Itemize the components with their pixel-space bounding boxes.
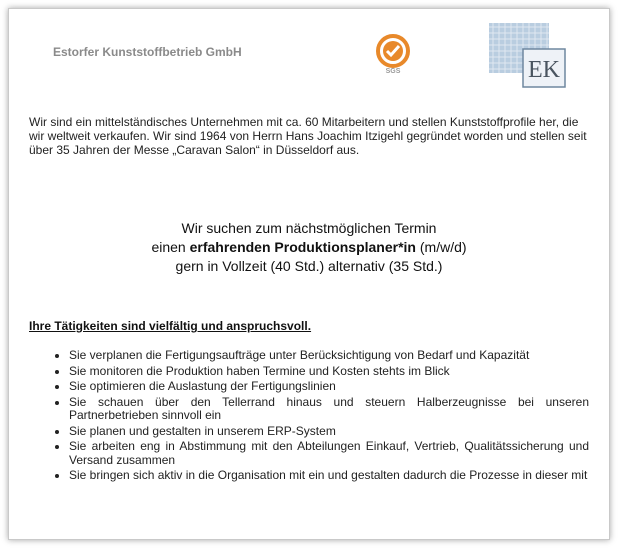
ek-logo-text: EK xyxy=(528,57,560,83)
tasks-heading: Ihre Tätigkeiten sind vielfältig und anspruchsvoll. xyxy=(29,319,312,333)
task-item: • Sie schauen über den Tellerrand hinaus und steuern Halberzeugnisse bei unseren Partnerbetrieben sinnvoll ein xyxy=(69,396,589,423)
search-line-3: gern in Vollzeit (40 Std.) alternativ (35 Std.) xyxy=(175,258,443,274)
task-item: • Sie arbeiten eng in Abstimmung mit den Abteilungen Einkauf, Vertrieb, Qualitätssicherung und Versand zusammen xyxy=(69,440,589,467)
task-item: • Sie bringen sich aktiv in die Organisation mit ein und gestalten dadurch die Prozesse in dieser mit xyxy=(69,469,589,483)
ek-company-logo xyxy=(487,21,567,91)
company-intro-paragraph: Wir sind ein mittelständisches Unternehmen mit ca. 60 Mitarbeitern und stellen Kunststoffprofile her, die wir weltweit verkaufen. Wir sind 1964 von Herrn Hans Joachim Itzigehl gegründet worden und stellen seit über 35 Jahren der Messe „Caravan Salon“ in Düsseldorf aus. xyxy=(29,115,587,157)
tasks-list xyxy=(29,349,589,485)
company-name: Estorfer Kunststoffbetrieb GmbH xyxy=(53,45,242,59)
task-item: • Sie planen und gestalten in unserem ERP-System xyxy=(69,425,589,439)
task-item: • Sie verplanen die Fertigungsaufträge unter Berücksichtigung von Bedarf und Kapazität xyxy=(69,349,589,363)
job-posting-document xyxy=(8,8,610,540)
sgs-logo-text: SGS xyxy=(385,68,401,75)
task-item: • Sie optimieren die Auslastung der Fertigungslinien xyxy=(69,380,589,394)
task-item: • Sie monitoren die Produktion haben Termine und Kosten stehts im Blick xyxy=(69,365,589,379)
search-line-2-post: (m/w/d) xyxy=(415,239,467,255)
sgs-certification-logo xyxy=(371,31,415,75)
search-line-1: Wir suchen zum nächstmöglichen Termin xyxy=(181,220,437,236)
job-search-block xyxy=(29,219,589,276)
search-line-2 xyxy=(29,238,589,257)
search-line-2-pre: einen xyxy=(151,239,190,255)
job-title: erfahrenden Produktionsplaner*in xyxy=(189,239,416,255)
